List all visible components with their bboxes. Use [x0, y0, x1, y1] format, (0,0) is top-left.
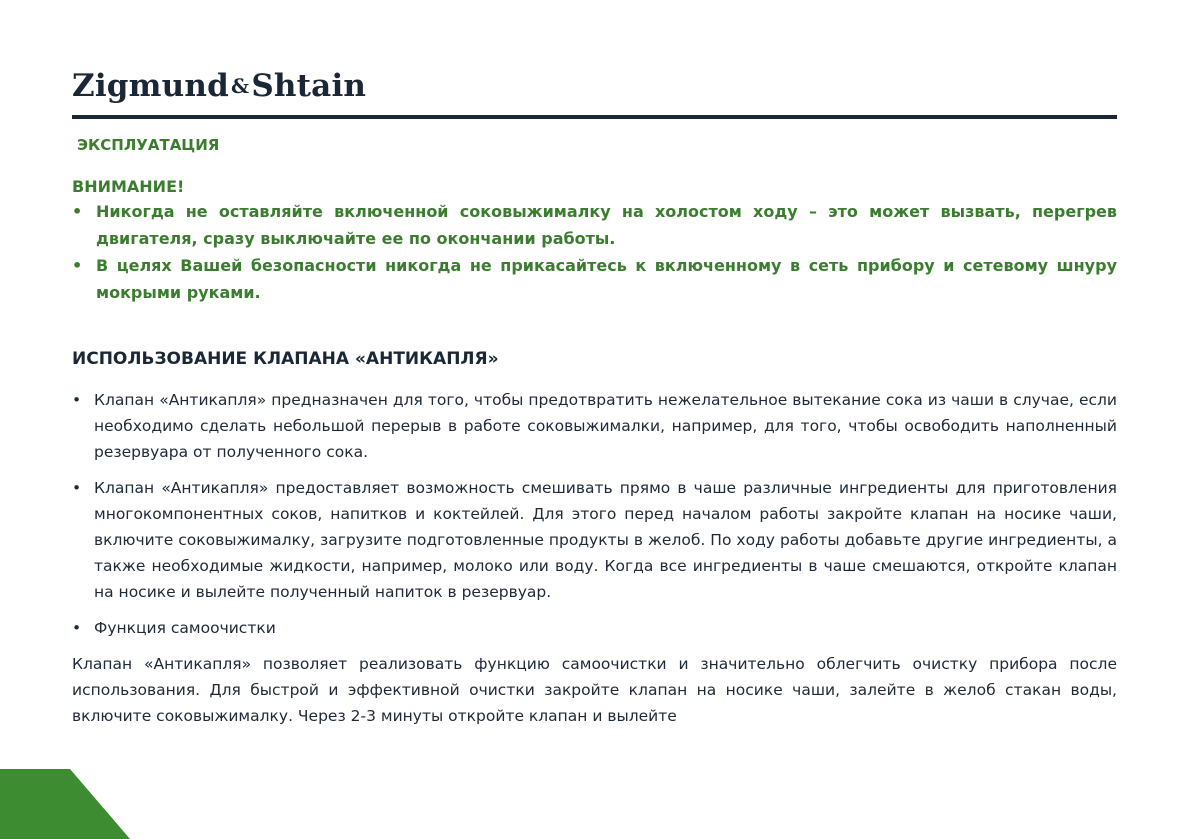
warning-block — [72, 176, 1117, 306]
warning-item-text: Никогда не оставляйте включенной соковыжималку на холостом ходу – это может вызвать, перегрев двигателя, сразу выключайте ее по окончании работы. — [96, 202, 1117, 248]
corner-decoration — [0, 769, 130, 839]
logo-ampersand: & — [231, 74, 250, 98]
usage-block — [72, 387, 1117, 729]
bullet-icon: • — [72, 479, 82, 497]
warning-title: ВНИМАНИЕ! — [72, 177, 185, 196]
corner-triangle — [0, 769, 130, 839]
bullet-icon: • — [72, 256, 83, 275]
usage-item-text: Клапан «Антикапля» предназначен для того, чтобы предотвратить нежелательное вытекание сока из чаши в случае, если необходимо сделать небольшой перерыв в работе соковыжималки, например, для того, чтобы освободить наполненный резервуара от полученного сока. — [94, 391, 1117, 461]
bullet-icon: • — [72, 391, 82, 409]
usage-paragraph: Клапан «Антикапля» позволяет реализовать функцию самоочистки и значительно облегчить очистку прибора после использования. Для быстрой и эффективной очистки закройте клапан на носике чаши, залейте в желоб стакан воды, включите соковыжималку. Через 2-3 минуты откройте клапан и вылейте — [72, 655, 1117, 725]
usage-item — [72, 387, 1117, 465]
header-rule — [72, 115, 1117, 119]
logo-name-right: Shtain — [251, 68, 367, 104]
usage-item-text: Функция самоочистки — [94, 619, 276, 637]
usage-heading: ИСПОЛЬЗОВАНИЕ КЛАПАНА «АНТИКАПЛЯ» — [72, 349, 499, 369]
warning-list — [72, 198, 1117, 306]
brand-logo — [72, 68, 366, 104]
warning-item — [72, 198, 1117, 252]
usage-list — [72, 387, 1117, 641]
warning-item-text: В целях Вашей безопасности никогда не прикасайтесь к включенному в сеть прибору и сетевому шнуру мокрыми руками. — [96, 256, 1117, 302]
bullet-icon: • — [72, 619, 82, 637]
bullet-icon: • — [72, 202, 83, 221]
usage-item-text: Клапан «Антикапля» предоставляет возможность смешивать прямо в чаше различные ингредиенты для приготовления многокомпонентных соков, напитков и коктейлей. Для этого перед началом работы закройте клапан на носике чаши, включите соковыжималку, загрузите подготовленные продукты в желоб. По ходу работы добавьте другие ингредиенты, а также необходимые жидкости, например, молоко или воду. Когда все ингредиенты в чаше смешаются, откройте клапан на носике и вылейте полученный напиток в резервуар. — [94, 479, 1117, 601]
usage-item — [72, 615, 1117, 641]
logo-name-left: Zigmund — [72, 68, 230, 104]
warning-item — [72, 252, 1117, 306]
usage-item — [72, 475, 1117, 605]
section-label: ЭКСПЛУАТАЦИЯ — [77, 136, 220, 154]
